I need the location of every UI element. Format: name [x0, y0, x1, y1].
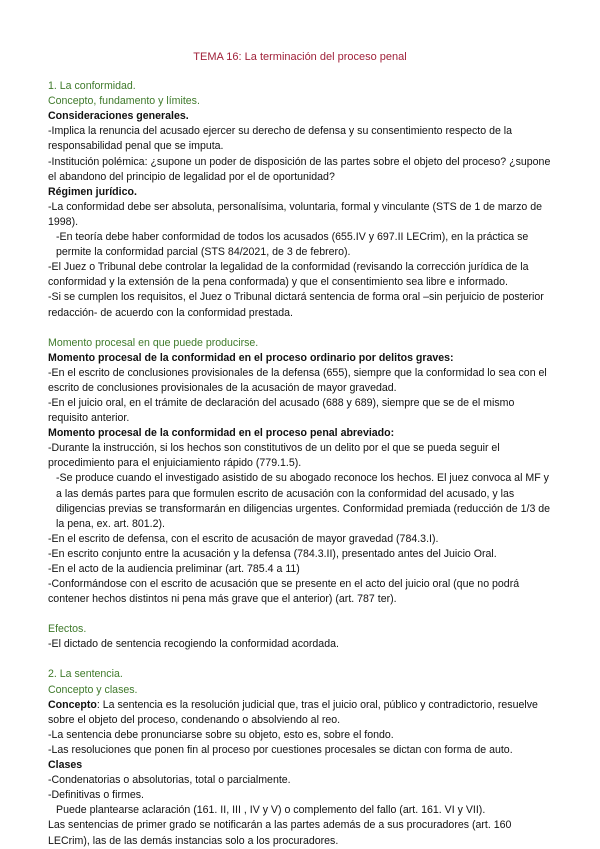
paragraph: -El dictado de sentencia recogiendo la conformidad acordada.	[48, 638, 339, 651]
heading-clases: Clases	[48, 759, 83, 772]
paragraph: -La sentencia debe pronunciarse sobre su objeto, esto es, sobre el fondo.	[48, 728, 394, 741]
paragraph: -Si se cumplen los requisitos, el Juez o Tribunal dictará sentencia de forma oral –sin perjuicio de posterior redacción- de acuerdo con la conformidad prestada.	[48, 291, 544, 319]
concepto-text: : La sentencia es la resolución judicial que, tras el juicio oral, público y contradictorio, resuelve sobre el objeto del proceso, condenando o absolviendo al reo.	[48, 698, 538, 726]
spacer	[48, 652, 552, 667]
label-concepto: Concepto	[48, 698, 97, 711]
paragraph: -La conformidad debe ser absoluta, personalísima, voluntaria, formal y vinculante (STS de 1 de marzo de 1998).	[48, 200, 543, 228]
subheading-efectos: Efectos.	[48, 623, 87, 636]
spacer	[48, 321, 552, 336]
paragraph: -Se produce cuando el investigado asistido de su abogado reconoce los hechos. El juez convoca al MF y a las demás partes para que formulen escrito de acusación con la conformidad del acusado, y las diligencias previas se transformarán en diligencias urgentes. Conformidad premiada (reducción de 1/3 de la pena, ex. art. 801.2).	[56, 472, 551, 530]
heading-consideraciones: Consideraciones generales.	[48, 110, 189, 123]
paragraph: -En el juicio oral, en el trámite de declaración del acusado (688 y 689), siempre que se de el mismo requisito anterior.	[48, 396, 515, 425]
subheading-concepto-clases: Concepto y clases.	[48, 683, 138, 696]
page-title: TEMA 16: La terminación del proceso penal	[193, 51, 407, 63]
paragraph: Puede plantearse aclaración (161. II, III , IV y V) o complemento del fallo (art. 161. VI y VII).	[56, 804, 486, 817]
heading-abreviado: Momento procesal de la conformidad en el proceso penal abreviado:	[48, 427, 395, 440]
section-heading-conformidad: 1. La conformidad.	[48, 80, 136, 93]
paragraph: -El Juez o Tribunal debe controlar la legalidad de la conformidad (revisando la corrección jurídica de la conformidad y la extensión de la pena conformada) y que el consentimiento sea libre e informado.	[48, 261, 529, 289]
paragraph: -Durante la instrucción, si los hechos son constitutivos de un delito por el que se pueda seguir el procedimiento para el enjuiciamiento rápido (779.1.5).	[48, 442, 500, 470]
paragraph: Las sentencias de primer grado se notificarán a las partes además de a sus procuradores (art. 160 LECrim), las de las demás instancias solo a los procuradores.	[48, 819, 512, 847]
paragraph: -En el acto de la audiencia preliminar (art. 785.4 a 11)	[48, 563, 300, 575]
paragraph: -Definitivas o firmes.	[48, 789, 144, 802]
paragraph: -En el escrito de defensa, con el escrito de acusación de mayor gravedad (784.3.I).	[48, 532, 439, 545]
paragraph: -En teoría debe haber conformidad de todos los acusados (655.IV y 697.II LECrim), en la práctica se permite la conformidad parcial (STS 84/2021, de 3 de febrero).	[56, 231, 529, 259]
heading-ordinario: Momento procesal de la conformidad en el proceso ordinario por delitos graves:	[48, 351, 454, 364]
paragraph: -Condenatorias o absolutorias, total o parcialmente.	[48, 774, 291, 787]
paragraph-concepto	[48, 698, 552, 728]
subheading-concepto: Concepto, fundamento y límites.	[48, 95, 200, 108]
section-heading-sentencia: 2. La sentencia.	[48, 668, 123, 681]
subheading-momento: Momento procesal en que puede producirse.	[48, 336, 259, 349]
paragraph: -Implica la renuncia del acusado ejercer su derecho de defensa y su consentimiento respecto de la responsabilidad penal que se imputa.	[48, 125, 513, 153]
spacer	[48, 607, 552, 622]
paragraph: -En escrito conjunto entre la acusación y la defensa (784.3.II), presentado antes del Juicio Oral.	[48, 547, 497, 560]
paragraph: -Institución polémica: ¿supone un poder de disposición de las partes sobre el objeto del proceso? ¿supone el abandono del principio de legalidad por el de oportunidad?	[48, 155, 551, 183]
paragraph: -Las resoluciones que ponen fin al proceso por cuestiones procesales se dictan con forma de auto.	[48, 743, 513, 756]
paragraph: -Conformándose con el escrito de acusación que se presente en el acto del juicio oral (que no podrá contener hechos distintos ni pena más grave que el anterior) (art. 787 ter).	[48, 578, 520, 606]
paragraph: -En el escrito de conclusiones provisionales de la defensa (655), siempre que la conformidad lo sea con el escrito de conclusiones provisionales de la acusación de mayor gravedad.	[48, 366, 547, 394]
heading-regimen: Régimen jurídico.	[48, 185, 137, 198]
